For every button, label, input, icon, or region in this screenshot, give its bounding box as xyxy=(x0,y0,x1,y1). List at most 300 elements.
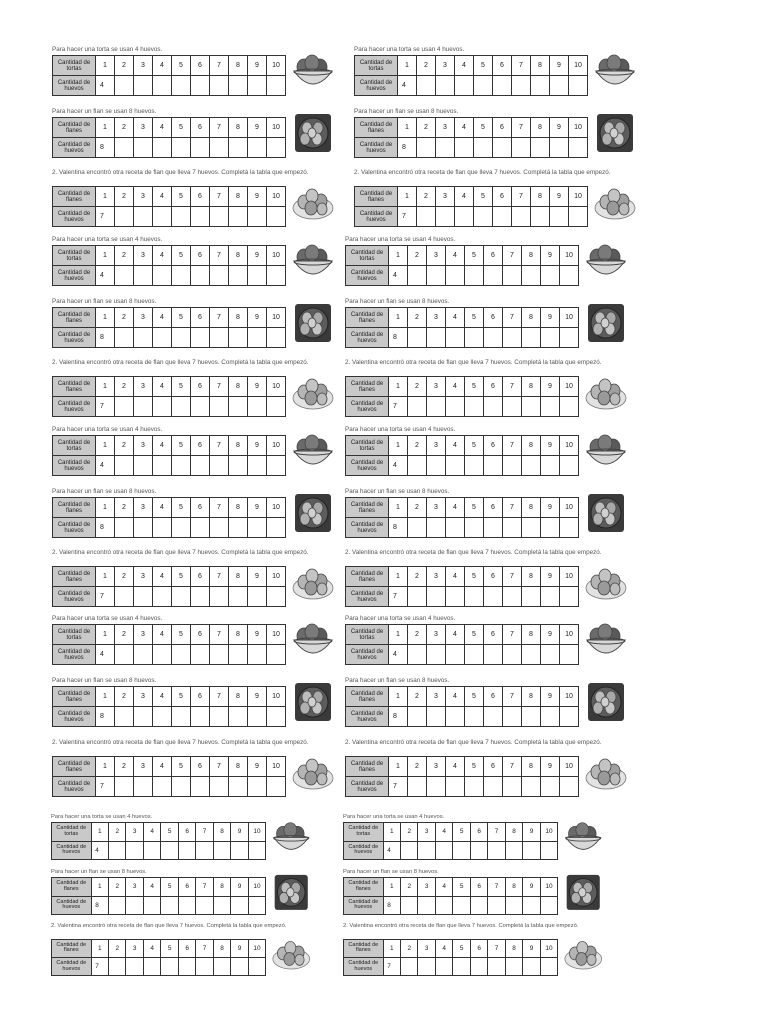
answer-cell[interactable] xyxy=(488,896,505,914)
answer-cell[interactable] xyxy=(196,896,213,914)
answer-cell[interactable] xyxy=(172,518,191,538)
answer-cell[interactable] xyxy=(210,518,229,538)
answer-cell[interactable] xyxy=(408,777,427,797)
answer-cell[interactable] xyxy=(523,841,540,859)
answer-cell[interactable] xyxy=(560,266,579,286)
answer-cell[interactable] xyxy=(191,587,210,607)
answer-cell[interactable] xyxy=(267,518,286,538)
answer-cell[interactable] xyxy=(109,896,126,914)
answer-cell[interactable] xyxy=(210,207,229,227)
answer-cell[interactable] xyxy=(465,518,484,538)
answer-cell[interactable] xyxy=(474,207,493,227)
answer-cell[interactable] xyxy=(134,328,153,348)
answer-cell[interactable] xyxy=(465,645,484,665)
answer-cell[interactable] xyxy=(446,587,465,607)
answer-cell[interactable] xyxy=(401,841,418,859)
answer-cell[interactable] xyxy=(427,518,446,538)
number-cell: 1 xyxy=(96,687,115,707)
answer-cell[interactable] xyxy=(484,777,503,797)
answer-cell[interactable] xyxy=(231,896,248,914)
answer-cell[interactable] xyxy=(267,138,286,158)
answer-cell[interactable] xyxy=(153,76,172,96)
answer-cell[interactable] xyxy=(210,777,229,797)
answer-cell[interactable] xyxy=(503,456,522,476)
answer-cell[interactable] xyxy=(229,777,248,797)
answer-cell[interactable] xyxy=(541,777,560,797)
answer-cell[interactable] xyxy=(229,518,248,538)
answer-cell[interactable] xyxy=(408,518,427,538)
answer-cell[interactable] xyxy=(435,896,452,914)
answer-cell[interactable] xyxy=(531,138,550,158)
row-header-quantity: Cantidad de flanes xyxy=(344,878,384,896)
answer-cell[interactable] xyxy=(115,456,134,476)
answer-cell[interactable] xyxy=(153,587,172,607)
answer-cell[interactable] xyxy=(446,777,465,797)
answer-cell[interactable] xyxy=(417,207,436,227)
answer-cell[interactable] xyxy=(267,587,286,607)
answer-cell[interactable] xyxy=(465,587,484,607)
answer-cell[interactable] xyxy=(446,645,465,665)
answer-cell[interactable] xyxy=(540,841,557,859)
eggs-dish-icon xyxy=(584,562,628,607)
answer-cell[interactable] xyxy=(427,707,446,727)
answer-cell[interactable] xyxy=(455,138,474,158)
answer-cell[interactable] xyxy=(470,896,487,914)
answer-cell[interactable] xyxy=(115,207,134,227)
answer-cell[interactable] xyxy=(191,456,210,476)
answer-cell[interactable] xyxy=(453,958,470,976)
answer-cell[interactable] xyxy=(229,456,248,476)
answer-cell[interactable] xyxy=(408,645,427,665)
answer-cell[interactable] xyxy=(172,777,191,797)
answer-cell[interactable] xyxy=(522,456,541,476)
answer-cell[interactable] xyxy=(493,138,512,158)
answer-cell[interactable] xyxy=(503,328,522,348)
number-cell: 8 xyxy=(229,625,248,645)
answer-cell[interactable] xyxy=(435,841,452,859)
answer-cell[interactable] xyxy=(172,707,191,727)
answer-cell[interactable] xyxy=(172,645,191,665)
answer-cell[interactable] xyxy=(229,328,248,348)
row-header-eggs: Cantidad de huevos xyxy=(355,207,398,227)
answer-cell[interactable] xyxy=(522,707,541,727)
answer-cell[interactable] xyxy=(210,266,229,286)
answer-cell[interactable] xyxy=(191,328,210,348)
answer-cell[interactable] xyxy=(493,207,512,227)
answer-cell[interactable] xyxy=(436,207,455,227)
answer-cell[interactable] xyxy=(191,138,210,158)
answer-cell[interactable] xyxy=(196,841,213,859)
answer-cell[interactable] xyxy=(213,958,230,976)
answer-cell[interactable] xyxy=(210,328,229,348)
answer-cell[interactable] xyxy=(427,645,446,665)
answer-cell[interactable] xyxy=(229,707,248,727)
answer-cell[interactable] xyxy=(550,207,569,227)
answer-cell[interactable] xyxy=(172,397,191,417)
table-row xyxy=(346,308,579,328)
number-cell: 4 xyxy=(446,308,465,328)
answer-cell[interactable] xyxy=(522,645,541,665)
answer-cell[interactable] xyxy=(134,456,153,476)
answer-cell[interactable] xyxy=(267,207,286,227)
answer-cell[interactable] xyxy=(522,587,541,607)
answer-cell[interactable] xyxy=(436,138,455,158)
answer-cell[interactable] xyxy=(153,266,172,286)
answer-cell[interactable] xyxy=(427,456,446,476)
answer-cell[interactable] xyxy=(134,138,153,158)
answer-cell[interactable] xyxy=(484,518,503,538)
answer-cell[interactable] xyxy=(484,397,503,417)
answer-cell[interactable] xyxy=(210,645,229,665)
answer-cell[interactable] xyxy=(134,207,153,227)
answer-cell[interactable] xyxy=(248,328,267,348)
table-row xyxy=(53,436,286,456)
answer-cell[interactable] xyxy=(210,456,229,476)
number-cell: 5 xyxy=(172,187,191,207)
number-cell: 7 xyxy=(210,187,229,207)
answer-cell[interactable] xyxy=(248,397,267,417)
answer-cell[interactable] xyxy=(408,456,427,476)
answer-cell[interactable] xyxy=(178,958,195,976)
answer-cell[interactable] xyxy=(210,76,229,96)
answer-cell[interactable] xyxy=(569,76,588,96)
answer-cell[interactable] xyxy=(178,896,195,914)
answer-cell[interactable] xyxy=(134,707,153,727)
table-row xyxy=(53,518,286,538)
answer-cell[interactable] xyxy=(172,328,191,348)
answer-cell[interactable] xyxy=(503,266,522,286)
answer-cell[interactable] xyxy=(541,587,560,607)
answer-cell[interactable] xyxy=(541,456,560,476)
answer-cell[interactable] xyxy=(153,138,172,158)
answer-cell[interactable] xyxy=(408,328,427,348)
answer-cell[interactable] xyxy=(408,707,427,727)
answer-cell[interactable] xyxy=(484,587,503,607)
answer-cell[interactable] xyxy=(229,138,248,158)
answer-cell[interactable] xyxy=(522,518,541,538)
answer-cell[interactable] xyxy=(522,397,541,417)
answer-cell[interactable] xyxy=(522,266,541,286)
answer-cell[interactable] xyxy=(210,587,229,607)
answer-cell[interactable] xyxy=(267,456,286,476)
answer-cell[interactable] xyxy=(126,958,143,976)
flan-caption: Para hacer un flan se usan 8 huevos. xyxy=(343,869,439,875)
answer-cell[interactable] xyxy=(541,645,560,665)
answer-cell[interactable] xyxy=(540,896,557,914)
answer-cell[interactable] xyxy=(560,645,579,665)
answer-cell[interactable] xyxy=(248,587,267,607)
answer-cell[interactable] xyxy=(484,328,503,348)
answer-cell[interactable] xyxy=(153,707,172,727)
answer-cell[interactable] xyxy=(541,266,560,286)
number-cell: 4 xyxy=(446,757,465,777)
answer-cell[interactable] xyxy=(248,207,267,227)
answer-cell[interactable] xyxy=(191,266,210,286)
answer-cell[interactable] xyxy=(465,707,484,727)
table-row xyxy=(53,328,286,348)
answer-cell[interactable] xyxy=(435,958,452,976)
answer-cell[interactable] xyxy=(408,397,427,417)
answer-cell[interactable] xyxy=(115,707,134,727)
number-cell: 3 xyxy=(134,436,153,456)
answer-cell[interactable] xyxy=(541,707,560,727)
answer-cell[interactable] xyxy=(427,587,446,607)
number-cell: 4 xyxy=(143,823,160,841)
answer-cell[interactable] xyxy=(474,138,493,158)
answer-cell[interactable] xyxy=(115,587,134,607)
answer-cell[interactable] xyxy=(470,958,487,976)
answer-cell[interactable] xyxy=(484,266,503,286)
answer-cell[interactable] xyxy=(474,76,493,96)
answer-cell[interactable] xyxy=(153,328,172,348)
answer-cell[interactable] xyxy=(446,518,465,538)
answer-cell[interactable] xyxy=(436,76,455,96)
answer-cell[interactable] xyxy=(191,707,210,727)
answer-cell[interactable] xyxy=(569,207,588,227)
answer-cell[interactable] xyxy=(505,896,522,914)
answer-cell[interactable] xyxy=(115,76,134,96)
answer-cell[interactable] xyxy=(191,518,210,538)
answer-cell[interactable] xyxy=(484,707,503,727)
answer-cell[interactable] xyxy=(231,958,248,976)
answer-cell[interactable] xyxy=(465,456,484,476)
answer-cell[interactable] xyxy=(229,645,248,665)
answer-cell[interactable] xyxy=(248,518,267,538)
answer-cell[interactable] xyxy=(522,328,541,348)
answer-cell[interactable] xyxy=(115,266,134,286)
answer-cell[interactable] xyxy=(248,958,265,976)
answer-cell[interactable] xyxy=(172,76,191,96)
answer-cell[interactable] xyxy=(134,777,153,797)
answer-cell[interactable] xyxy=(540,958,557,976)
answer-cell[interactable] xyxy=(267,777,286,797)
answer-cell[interactable] xyxy=(401,896,418,914)
answer-cell[interactable] xyxy=(541,328,560,348)
eggs-value-cell: 4 xyxy=(398,76,417,96)
answer-cell[interactable] xyxy=(248,456,267,476)
answer-cell[interactable] xyxy=(408,587,427,607)
answer-cell[interactable] xyxy=(503,777,522,797)
number-cell: 2 xyxy=(115,687,134,707)
answer-cell[interactable] xyxy=(541,518,560,538)
answer-cell[interactable] xyxy=(427,777,446,797)
answer-cell[interactable] xyxy=(427,397,446,417)
answer-cell[interactable] xyxy=(446,707,465,727)
answer-cell[interactable] xyxy=(248,896,265,914)
answer-cell[interactable] xyxy=(248,777,267,797)
answer-cell[interactable] xyxy=(488,958,505,976)
answer-cell[interactable] xyxy=(153,207,172,227)
answer-cell[interactable] xyxy=(210,397,229,417)
answer-cell[interactable] xyxy=(541,397,560,417)
answer-cell[interactable] xyxy=(213,841,230,859)
answer-cell[interactable] xyxy=(153,397,172,417)
answer-cell[interactable] xyxy=(465,397,484,417)
answer-cell[interactable] xyxy=(418,896,435,914)
answer-cell[interactable] xyxy=(484,456,503,476)
answer-cell[interactable] xyxy=(172,207,191,227)
answer-cell[interactable] xyxy=(172,456,191,476)
answer-cell[interactable] xyxy=(503,518,522,538)
answer-cell[interactable] xyxy=(453,896,470,914)
answer-cell[interactable] xyxy=(229,587,248,607)
eggs-basket-icon xyxy=(291,303,335,348)
answer-cell[interactable] xyxy=(455,207,474,227)
answer-cell[interactable] xyxy=(115,138,134,158)
answer-cell[interactable] xyxy=(503,397,522,417)
answer-cell[interactable] xyxy=(512,138,531,158)
answer-cell[interactable] xyxy=(191,397,210,417)
row-header-eggs: Cantidad de huevos xyxy=(344,896,384,914)
answer-cell[interactable] xyxy=(503,707,522,727)
answer-cell[interactable] xyxy=(109,958,126,976)
eggs-value-cell: 4 xyxy=(389,456,408,476)
answer-cell[interactable] xyxy=(267,328,286,348)
answer-cell[interactable] xyxy=(560,587,579,607)
answer-cell[interactable] xyxy=(153,456,172,476)
answer-cell[interactable] xyxy=(512,76,531,96)
answer-cell[interactable] xyxy=(267,645,286,665)
answer-cell[interactable] xyxy=(550,76,569,96)
answer-cell[interactable] xyxy=(134,645,153,665)
answer-cell[interactable] xyxy=(134,76,153,96)
answer-cell[interactable] xyxy=(427,266,446,286)
answer-cell[interactable] xyxy=(115,397,134,417)
answer-cell[interactable] xyxy=(115,645,134,665)
number-cell: 9 xyxy=(248,567,267,587)
answer-cell[interactable] xyxy=(267,266,286,286)
answer-cell[interactable] xyxy=(560,397,579,417)
answer-cell[interactable] xyxy=(153,777,172,797)
answer-cell[interactable] xyxy=(523,896,540,914)
answer-cell[interactable] xyxy=(560,707,579,727)
answer-cell[interactable] xyxy=(488,841,505,859)
answer-cell[interactable] xyxy=(523,958,540,976)
answer-cell[interactable] xyxy=(115,518,134,538)
answer-cell[interactable] xyxy=(484,645,503,665)
answer-cell[interactable] xyxy=(153,518,172,538)
answer-cell[interactable] xyxy=(115,777,134,797)
answer-cell[interactable] xyxy=(417,138,436,158)
answer-cell[interactable] xyxy=(248,707,267,727)
answer-cell[interactable] xyxy=(210,138,229,158)
number-cell: 5 xyxy=(465,436,484,456)
answer-cell[interactable] xyxy=(560,777,579,797)
answer-cell[interactable] xyxy=(560,518,579,538)
answer-cell[interactable] xyxy=(229,266,248,286)
answer-cell[interactable] xyxy=(267,707,286,727)
answer-cell[interactable] xyxy=(267,76,286,96)
answer-cell[interactable] xyxy=(465,328,484,348)
answer-cell[interactable] xyxy=(453,841,470,859)
answer-cell[interactable] xyxy=(229,397,248,417)
answer-cell[interactable] xyxy=(267,397,286,417)
answer-cell[interactable] xyxy=(143,896,160,914)
answer-cell[interactable] xyxy=(172,587,191,607)
answer-cell[interactable] xyxy=(465,266,484,286)
answer-cell[interactable] xyxy=(503,587,522,607)
answer-cell[interactable] xyxy=(126,841,143,859)
answer-cell[interactable] xyxy=(418,958,435,976)
answer-cell[interactable] xyxy=(229,76,248,96)
answer-cell[interactable] xyxy=(134,397,153,417)
answer-cell[interactable] xyxy=(172,138,191,158)
answer-cell[interactable] xyxy=(143,958,160,976)
answer-cell[interactable] xyxy=(505,841,522,859)
answer-cell[interactable] xyxy=(505,958,522,976)
answer-cell[interactable] xyxy=(446,328,465,348)
answer-cell[interactable] xyxy=(161,896,178,914)
answer-cell[interactable] xyxy=(522,777,541,797)
number-cell: 1 xyxy=(96,567,115,587)
answer-cell[interactable] xyxy=(569,138,588,158)
answer-cell[interactable] xyxy=(153,645,172,665)
answer-cell[interactable] xyxy=(248,266,267,286)
answer-cell[interactable] xyxy=(560,456,579,476)
answer-cell[interactable] xyxy=(196,958,213,976)
answer-cell[interactable] xyxy=(191,777,210,797)
answer-cell[interactable] xyxy=(531,207,550,227)
answer-cell[interactable] xyxy=(172,266,191,286)
answer-cell[interactable] xyxy=(134,266,153,286)
answer-cell[interactable] xyxy=(231,841,248,859)
answer-cell[interactable] xyxy=(455,76,474,96)
answer-cell[interactable] xyxy=(446,266,465,286)
answer-cell[interactable] xyxy=(248,76,267,96)
answer-cell[interactable] xyxy=(178,841,195,859)
answer-cell[interactable] xyxy=(143,841,160,859)
answer-cell[interactable] xyxy=(550,138,569,158)
number-cell: 5 xyxy=(465,246,484,266)
answer-cell[interactable] xyxy=(210,707,229,727)
number-cell: 7 xyxy=(488,939,505,957)
answer-cell[interactable] xyxy=(465,777,484,797)
answer-cell[interactable] xyxy=(470,841,487,859)
answer-cell[interactable] xyxy=(446,397,465,417)
answer-cell[interactable] xyxy=(560,328,579,348)
number-cell: 8 xyxy=(531,56,550,76)
answer-cell[interactable] xyxy=(248,138,267,158)
number-cell: 7 xyxy=(503,757,522,777)
answer-cell[interactable] xyxy=(191,76,210,96)
answer-cell[interactable] xyxy=(401,958,418,976)
answer-cell[interactable] xyxy=(248,841,265,859)
answer-cell[interactable] xyxy=(109,841,126,859)
answer-cell[interactable] xyxy=(115,328,134,348)
answer-cell[interactable] xyxy=(512,207,531,227)
answer-cell[interactable] xyxy=(134,518,153,538)
answer-cell[interactable] xyxy=(161,958,178,976)
answer-cell[interactable] xyxy=(161,841,178,859)
answer-cell[interactable] xyxy=(418,841,435,859)
answer-cell[interactable] xyxy=(191,207,210,227)
answer-cell[interactable] xyxy=(408,266,427,286)
torta-table xyxy=(51,822,266,860)
answer-cell[interactable] xyxy=(427,328,446,348)
answer-cell[interactable] xyxy=(126,896,143,914)
answer-cell[interactable] xyxy=(417,76,436,96)
row-header-quantity: Cantidad de flanes xyxy=(344,939,384,957)
answer-cell[interactable] xyxy=(134,587,153,607)
answer-cell[interactable] xyxy=(446,456,465,476)
answer-cell[interactable] xyxy=(229,207,248,227)
answer-cell[interactable] xyxy=(248,645,267,665)
answer-cell[interactable] xyxy=(531,76,550,96)
answer-cell[interactable] xyxy=(503,645,522,665)
answer-cell[interactable] xyxy=(213,896,230,914)
answer-cell[interactable] xyxy=(493,76,512,96)
answer-cell[interactable] xyxy=(191,645,210,665)
